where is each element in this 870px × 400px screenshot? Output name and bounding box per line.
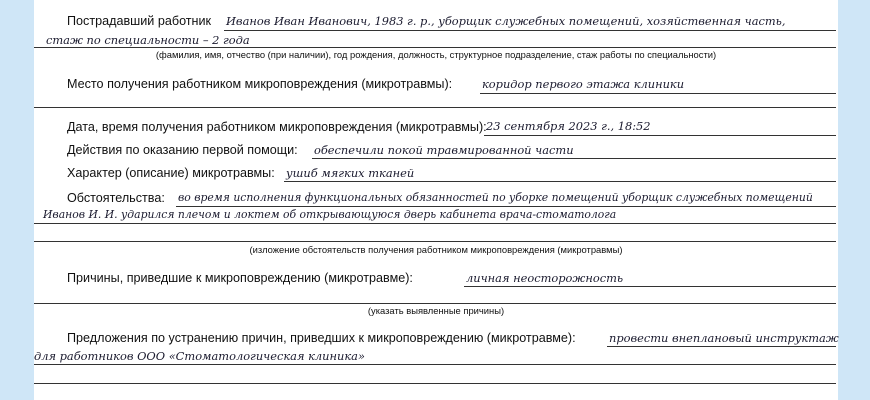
form-page — [34, 0, 838, 400]
circumstances-line2-rule — [34, 223, 836, 224]
proposals-label: Предложения по устранению причин, приведших к микроповреждению (микротравме): — [67, 331, 576, 345]
place-value: коридор первого этажа клиники — [482, 77, 685, 91]
causes-underline — [464, 286, 836, 287]
place-underline — [480, 93, 836, 94]
proposals-value-line2: для работников ООО «Стоматологическая клиника» — [34, 349, 365, 363]
injured-worker-value-line2: стаж по специальности – 2 года — [46, 33, 250, 47]
datetime-label: Дата, время получения работником микроповреждения (микротравмы): — [67, 120, 487, 134]
proposals-line3-rule — [34, 383, 836, 384]
proposals-underline — [607, 346, 836, 347]
injured-worker-line2-rule — [34, 47, 836, 48]
injured-worker-underline — [224, 30, 836, 31]
first-aid-underline — [312, 158, 836, 159]
injured-worker-value-line1: Иванов Иван Иванович, 1983 г. р., уборщик служебных помещений, хозяйственная часть, — [226, 14, 786, 28]
datetime-value: 23 сентября 2023 г., 18:52 — [486, 119, 651, 133]
place-label: Место получения работником микроповреждения (микротравмы): — [67, 77, 453, 91]
character-underline — [284, 181, 836, 182]
circumstances-line3-rule — [34, 241, 836, 242]
causes-value: личная неосторожность — [466, 271, 624, 285]
injured-worker-caption: (фамилия, имя, отчество (при наличии), год рождения, должность, структурное подразделение, стаж работы по специальности) — [155, 49, 717, 60]
causes-label: Причины, приведшие к микроповреждению (микротравме): — [67, 271, 413, 285]
proposals-line2-rule — [34, 364, 836, 365]
circumstances-caption: (изложение обстоятельств получения работником микроповреждения (микротравмы) — [249, 244, 623, 255]
causes-caption: (указать выявленные причины) — [367, 305, 505, 316]
circumstances-label: Обстоятельства: — [67, 191, 165, 205]
circumstances-underline — [176, 206, 836, 207]
injured-worker-label: Пострадавший работник — [67, 14, 212, 28]
circumstances-value-line2: Иванов И. И. ударился плечом и локтем об открывающуюся дверь кабинета врача-стоматолога — [43, 208, 617, 221]
circumstances-value-line1: во время исполнения функциональных обязанностей по уборке помещений уборщик служебных помещений — [178, 191, 813, 204]
datetime-underline — [484, 135, 836, 136]
first-aid-value: обеспечили покой травмированной части — [314, 143, 574, 157]
place-rule — [34, 107, 836, 108]
causes-rule — [34, 303, 836, 304]
character-value: ушиб мягких тканей — [286, 166, 415, 180]
first-aid-label: Действия по оказанию первой помощи: — [67, 143, 298, 157]
proposals-value-line1: провести внеплановый инструктаж — [609, 331, 839, 345]
character-label: Характер (описание) микротравмы: — [67, 166, 275, 180]
